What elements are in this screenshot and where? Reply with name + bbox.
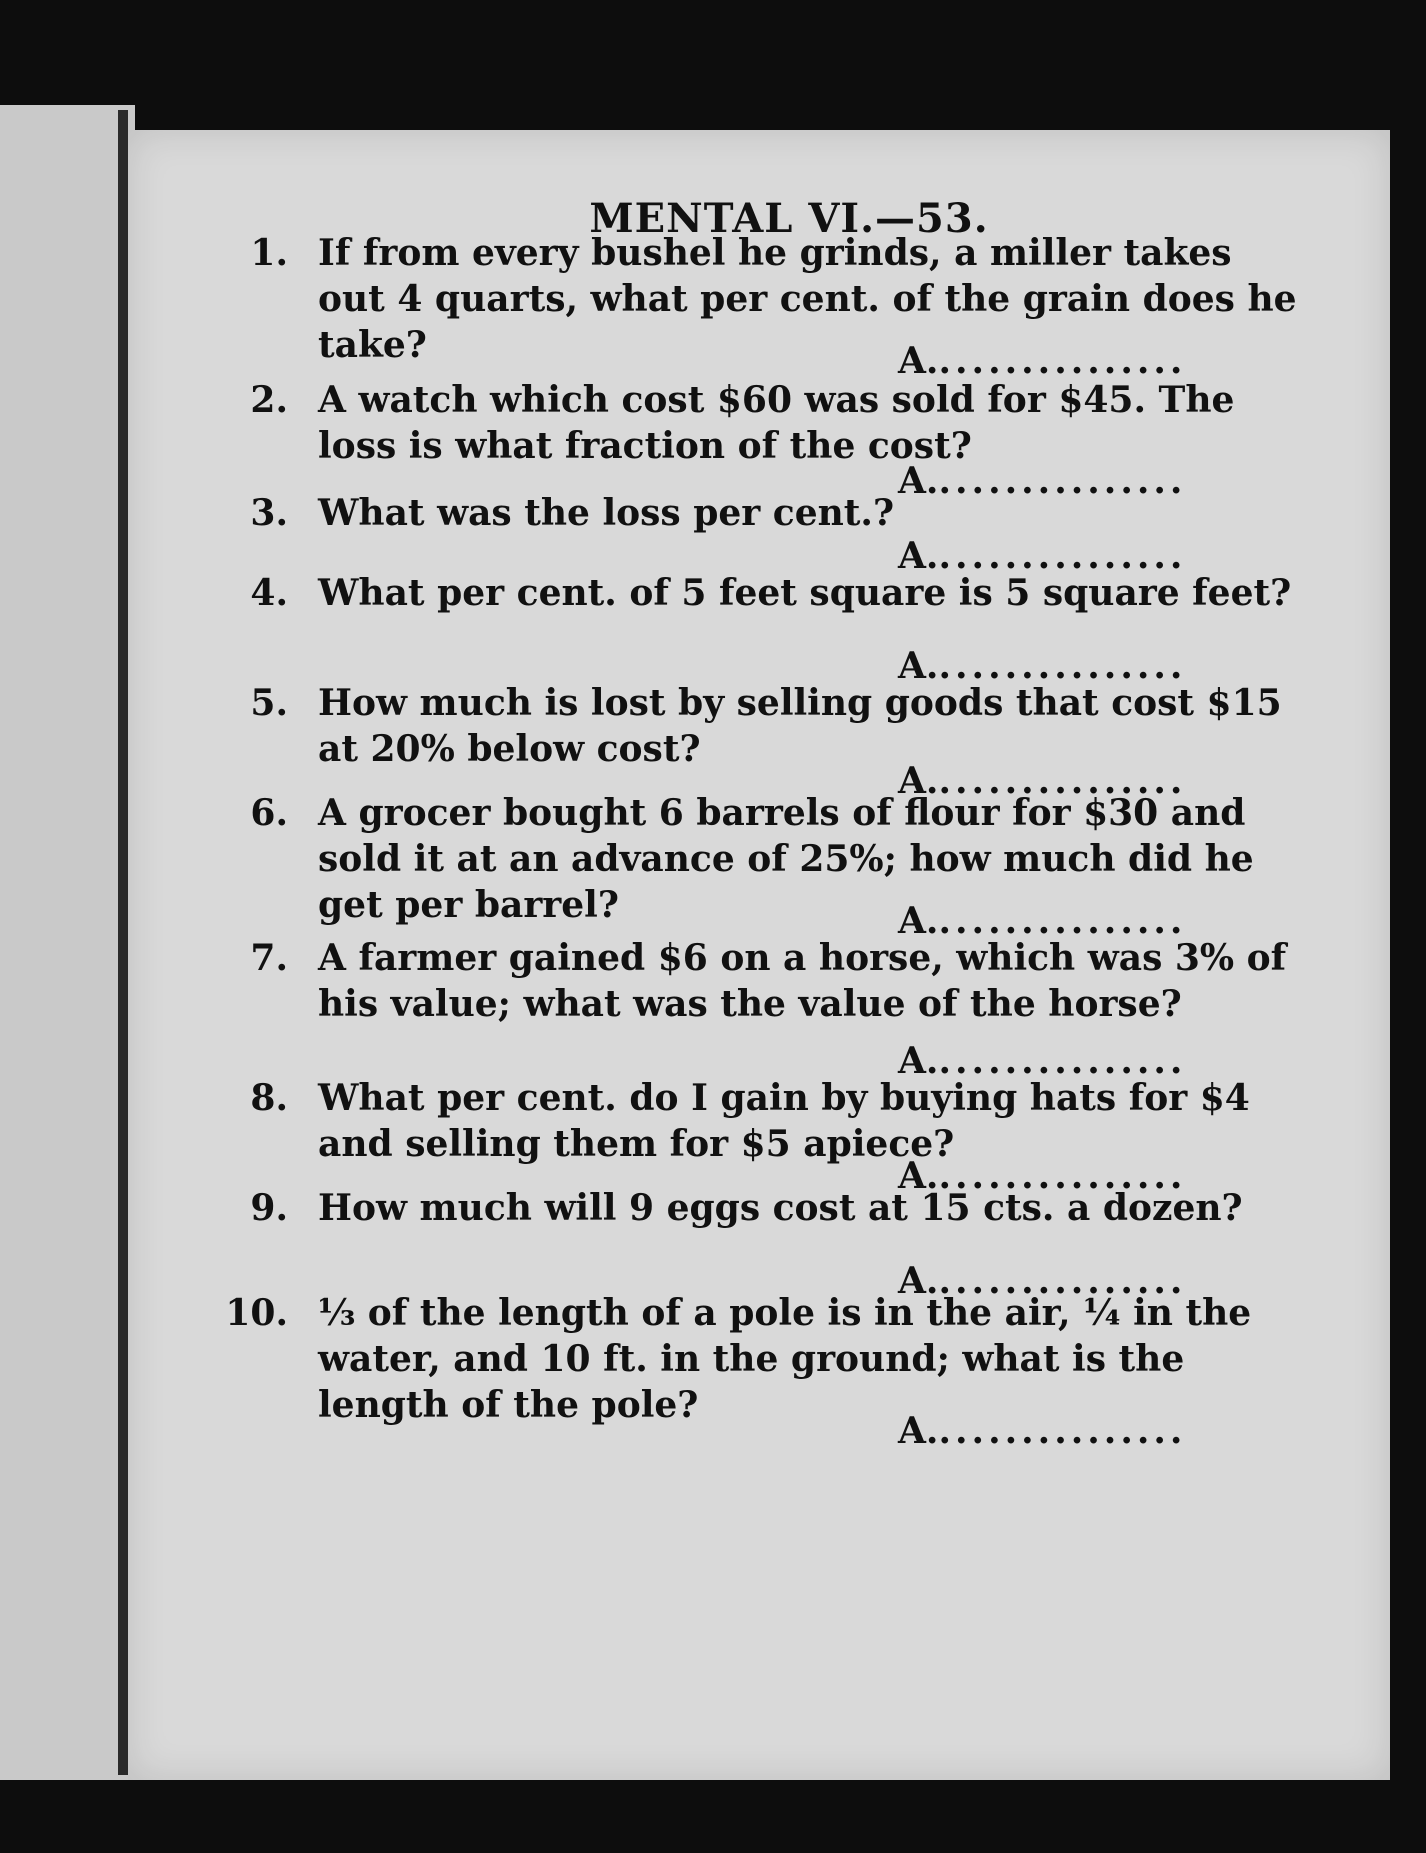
question-text: A farmer gained $6 on a horse, which was 3% of his value; what was the value of the horse? (318, 937, 1287, 1025)
answer-leader: ............... (938, 1155, 1187, 1197)
answer-leader: ............... (938, 460, 1187, 502)
question-text: What was the loss per cent.? (318, 492, 895, 534)
question-number: 9. (250, 1187, 288, 1229)
question-text: A grocer bought 6 barrels of flour for $30 and sold it at an advance of 25%; how much did he get per barrel? (318, 792, 1254, 926)
answer-label: A. (898, 645, 939, 687)
question-number: 6. (250, 792, 288, 834)
answer-label: A. (898, 1260, 939, 1302)
answer-line-1[interactable] (898, 340, 1278, 382)
question-number: 1. (250, 232, 288, 274)
answer-leader: ............... (938, 1040, 1187, 1082)
question-number: 8. (250, 1077, 288, 1119)
question-number: 7. (250, 937, 288, 979)
answer-leader: ............... (938, 900, 1187, 942)
answer-leader: ............... (938, 1260, 1187, 1302)
answer-label: A. (898, 760, 939, 802)
answer-leader: ............... (938, 1410, 1187, 1452)
answer-leader: ............... (938, 535, 1187, 577)
answer-label: A. (898, 1410, 939, 1452)
book-spine (118, 110, 128, 1775)
question-text: How much is lost by selling goods that cost $15 at 20% below cost? (318, 682, 1282, 770)
answer-leader: ............... (938, 760, 1187, 802)
question-text: A watch which cost $60 was sold for $45. The loss is what fraction of the cost? (318, 379, 1235, 467)
question-number: 10. (225, 1292, 288, 1334)
answer-leader: ............... (938, 340, 1187, 382)
answer-label: A. (898, 535, 939, 577)
facing-page-edge (0, 105, 135, 1780)
page-title: MENTAL VI.—53. (589, 195, 989, 242)
answer-label: A. (898, 900, 939, 942)
answer-label: A. (898, 460, 939, 502)
question-number: 5. (250, 682, 288, 724)
question-text: If from every bushel he grinds, a miller takes out 4 quarts, what per cent. of the grain does he take? (318, 232, 1297, 366)
question-number: 2. (250, 379, 288, 421)
answer-label: A. (898, 1040, 939, 1082)
question-number: 3. (250, 492, 288, 534)
worksheet-page (128, 130, 1390, 1780)
answer-label: A. (898, 340, 939, 382)
question-number: 4. (250, 572, 288, 614)
answer-label: A. (898, 1155, 939, 1197)
question-text: ⅓ of the length of a pole is in the air, ¼ in the water, and 10 ft. in the ground; what is the length of the pole? (318, 1292, 1252, 1426)
question-text: What per cent. of 5 feet square is 5 square feet? (318, 572, 1292, 614)
question-text: What per cent. do I gain by buying hats for $4 and selling them for $5 apiece? (318, 1077, 1250, 1165)
answer-leader: ............... (938, 645, 1187, 687)
question-text: How much will 9 eggs cost at 15 cts. a dozen? (318, 1187, 1243, 1229)
answer-line-10[interactable] (898, 1410, 1278, 1452)
